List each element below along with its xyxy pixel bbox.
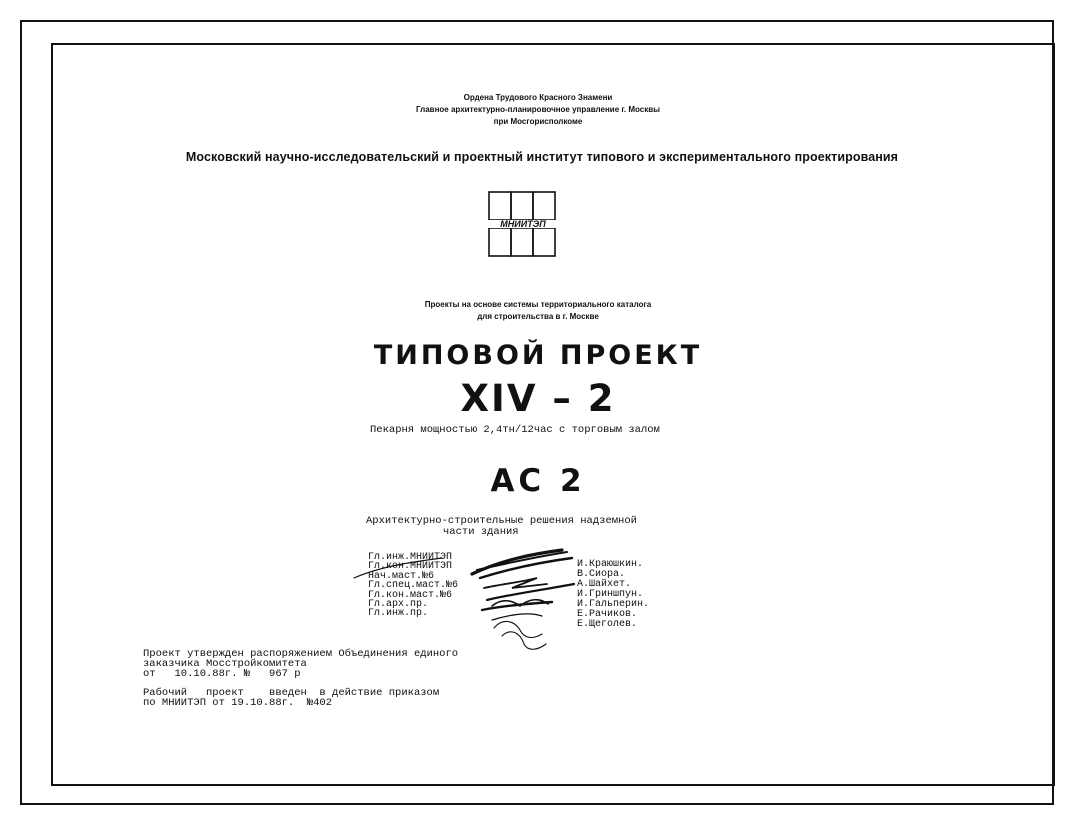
section-desc-1: Архитектурно-строительные решения надземной bbox=[366, 515, 637, 527]
section-desc-2: части здания bbox=[443, 526, 519, 538]
catalog-line-2: для строительства в г. Москве bbox=[477, 312, 599, 321]
names-column bbox=[577, 560, 697, 630]
logo-text: МНИИТЭП bbox=[500, 219, 546, 229]
role-6: Гл.арх.пр. bbox=[368, 599, 429, 611]
enactment-line-2: по МНИИТЭП от 19.10.88г. №402 bbox=[143, 697, 333, 709]
catalog-line-1: Проекты на основе системы территориального каталога bbox=[424, 300, 652, 309]
name-3: А.Шайхет. bbox=[577, 579, 632, 590]
approval-block bbox=[143, 649, 543, 679]
approval-line-1: Проект утвержден распоряжением Объединения единого bbox=[143, 648, 459, 660]
role-7: Гл.инж.пр. bbox=[368, 608, 429, 620]
institute-line: Московский научно-исследовательский и проектный институт типового и экспериментального проектирования bbox=[185, 150, 899, 164]
department-line: Главное архитектурно-планировочное управление г. Москвы bbox=[416, 105, 660, 114]
order-line: Ордена Трудового Красного Знамени bbox=[463, 93, 613, 102]
title-main: ТИПОВОЙ ПРОЕКТ bbox=[373, 340, 703, 371]
institute-logo-icon bbox=[487, 190, 559, 260]
role-3: Нач.маст.№6 bbox=[368, 570, 435, 582]
section-code: АС 2 bbox=[490, 463, 586, 499]
committee-line: при Мосгорисполкоме bbox=[493, 117, 583, 126]
enactment-line-1: Рабочий проект введен в действие приказом bbox=[143, 687, 440, 699]
project-description: Пекарня мощностью 2,4тн/12час с торговым залом bbox=[370, 424, 660, 436]
role-4: Гл.спец.маст.№6 bbox=[368, 580, 459, 592]
role-5: Гл.кон.маст.№6 bbox=[368, 589, 453, 601]
name-1: И.Краюшкин. bbox=[577, 559, 644, 570]
approval-line-3: от 10.10.88г. № 967 р bbox=[143, 668, 301, 680]
approval-line-2: заказчика Мосстройкомитета bbox=[143, 658, 307, 670]
name-7: Е.Щеголев. bbox=[577, 619, 638, 630]
title-code: XIV – 2 bbox=[460, 377, 616, 420]
name-6: Е.Рачиков. bbox=[577, 609, 638, 620]
role-1: Гл.инж.МНИИТЭП bbox=[368, 552, 453, 563]
enactment-block bbox=[143, 688, 543, 708]
name-2: В.Сиора. bbox=[577, 569, 626, 580]
role-2: Гл.кон.МНИИТЭП bbox=[368, 561, 453, 573]
name-4: И.Гриншпун. bbox=[577, 589, 644, 600]
signatures bbox=[352, 548, 584, 660]
name-5: И.Гальперин. bbox=[577, 599, 650, 610]
